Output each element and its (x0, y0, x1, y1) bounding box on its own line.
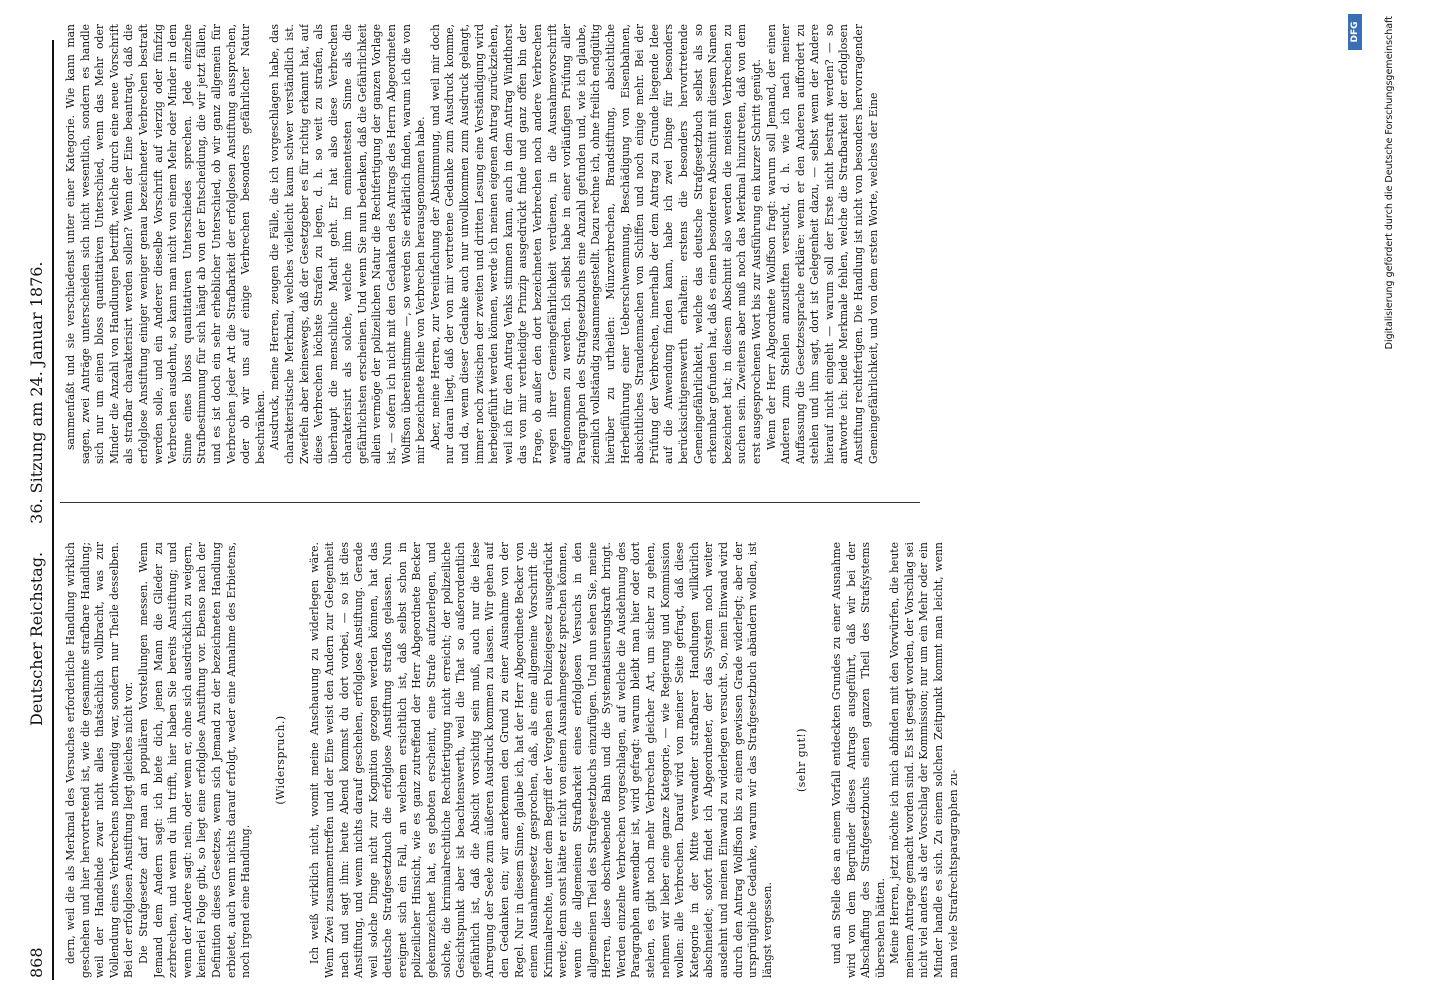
header-titles (27, 261, 46, 726)
journal-title: Deutscher Reichstag. (27, 551, 46, 726)
column-divider (60, 502, 920, 503)
dfg-logo: DFG (1348, 14, 1362, 50)
interjection: (Widerspruch.) (273, 715, 287, 805)
session-title: 36. Sitzung am 24. Januar 1876. (27, 261, 46, 524)
paragraph: sammenfaßt und sie verschiedenst unter einer Kategorie. Wie kann man sagen, zwei Anträge unterscheiden sich nicht wesentlich, sondern es handle sich nur um einen bloss quantitativen Unterschied, wenn das Mehr oder Minder die Anzahl von Handlungen betrifft, welche durch eine neue Vorschrift als strafbar charakterisirt werden sollen? Wenn der Eine beantragt, daß die erfolglose Anstiftung einiger weniger genau bezeichneter Verbrechen bestraft werden solle, und ein Anderer dieselbe Vorschrift auf vierzig oder fünfzig Verbrechen ausdehnt, so kann man nicht von einem Mehr oder Minder in dem Sinne eines bloss quantitativen Unterschiedes sprechen. Jede einzelne Strafbestimmung für sich hängt ab von der Entscheidung, die wir jetzt fällen, und es ist doch ein sehr erheblicher Unterschied, ob wir ganz allgemein für Verbrechen jeder Art die Strafbarkeit der erfolglosen Anstiftung aussprechen, oder ob wir uns auf einige Verbrechen besonders gefährlicher Natur beschränken. (64, 24, 267, 464)
interjection: (sehr gut!) (795, 728, 809, 792)
paragraph: dern, weil die als Merkmal des Versuches erforderliche Handlung wirklich geschehen und hier hervortretend ist, wie die gesammte strafbare Handlung; weil der Handelnde zwar nicht alles thatsächlich vollbracht, was zur Vollendung eines Verbrechens nothwendig war, sondern nur Theile desselben. Bei der erfolglosen Anstiftung liegt gleiches nicht vor. (64, 542, 136, 978)
page-header (12, 40, 46, 978)
paragraph: Die Strafgesetze darf man an populären Vorstellungen messen. Wenn Jemand dem Andern sagt: ich biete dich, jenen Mann die Glieder zu zerbrechen, und wenn du ihn trifft, hier haben Sie bereits Anstiftung; und wenn der Andere sagt: nein, oder wenn er, ohne sich ausdrücklich zu weigern, keinerlei Folge gibt, so liegt eine erfolglose Anstiftung vor. Ebenso nach der Definition dieses Gesetzes, wenn sich Jemand zu der bezeichneten Handlung erbietet, auch wenn nichts darauf erfolgt, weder eine Annahme des Erbietens, noch irgend eine Handlung. (136, 542, 253, 978)
left-column (64, 542, 1382, 978)
paragraph: Wenn der Herr Abgeordnete Wolffson fragt: warum soll Jemand, der einen Anderen zum Stehlen anzustiften versucht, d. h. wie ich nach meiner Auffassung die Gesetzessprache erkläre: wenn er den Anderen auffordert zu stehlen und ihm sagt, dort ist Gelegenheit dazu, — selbst wenn der Andere hierauf nicht eingeht — warum soll der Erste nicht bestraft werden? — so antworte ich: beide Merkmale fehlen, welche die Strafbarkeit der erfolglosen Anstiftung rechtfertigen. Die Handlung ist nicht von besonders hervorragender Gemeingefährlichkeit, und von dem ersten Worte, welches der Eine (764, 24, 880, 464)
digitization-note: Digitalisierung gefördert durch die Deutsche Forschungsgemeinschaft (1384, 16, 1395, 350)
right-column (64, 24, 1382, 464)
paragraph: Aber, meine Herren, zur Vereinfachung der Abstimmung, und weil mir doch nur daran liegt, daß der von mir vertretene Gedanke zum Ausdruck komme, und da, wenn dieser Gedanke auch nur unvollkommen zum Ausdruck gelangt, immer noch zwischen der zweiten und dritten Lesung eine Verständigung wird herbeigeführt werden können, werde ich meinen eigenen Antrag zurückziehen, weil ich für den Antrag Venks stimmen kann, auch in dem Antrag Windthorst das von mir vertheidigte Prinzip ausgedrückt finde und ganz offen bin der Frage, ob außer den dort bezeichneten Verbrechen noch andere Verbrechen wegen ihrer Gemeingefährlichkeit verdienen, in die Ausnahmevorschrift aufgenommen zu werden. Ich selbst habe in einer vorläufigen Prüfung aller Paragraphen des Strafgesetzbuchs eine Anzahl gefunden und, wie ich glaube, ziemlich vollständig zusammengestellt. Dazu rechne ich, ohne freilich endgültig hierüber zu urtheilen: Münzverbrechen, Brandstiftung, absichtliche Herbeiführung einer Ueberschwemmung, Beschädigung von Eisenbahnen, absichtliches Strandenmachen von Schiffen und noch einige mehr. Bei der Prüfung der Verbrechen, innerhalb der dem Antrag zu Grunde liegende Idee auf die Anwendung finden kann, habe ich zwei Dinge für besonders berücksichtigenswerth erhalten: erstens die besonders hervortretende Gemeingefährlichkeit, welche das deutsche Strafgesetzbuch selbst als so erkennbar gefunden hat, daß es einen besonderen Abschnitt mit diesem Namen bezeichnet hat; in diesem Abschnitt also werden die meisten Verbrechen zu suchen sein. Zweitens aber muß noch das Merkmal hinzutreten, daß von dem erst ausgesprochenen Wort bis zur Ausführung ein kurzer Schritt genügt. (428, 24, 763, 464)
header-rule (52, 40, 54, 980)
paragraph: Ich weiß wirklich nicht, womit meine Anschauung zu widerlegen wäre. Wenn Zwei zusammentreffen und der Eine weist den Andern zur Gelegenheit nach und sagt ihm: heute Abend kommst du dort vorbei, — so ist dies Anstiftung, und wenn nichts darauf geschehen, erfolglose Anstiftung. Gerade weil solche Dinge nicht zur Kognition gezogen werden können, hat das deutsche Strafgesetzbuch die erfolglose Anstiftung straflos gelassen. Nun ereignet sich ein Fall, an welchem ersichtlich ist, daß selbst schon in polizeilicher Hinsicht, wie es ganz zutreffend der Herr Abgeordnete Becker gekennzeichnet hat, es geboten erscheint, eine Strafe aufzuerlegen, und solche, die kriminalrechtliche Rechtfertigung nicht erreicht; der polizeiliche Gesichtspunkt aber ist beachtenswerth, weil die That so außerordentlich gefährlich ist, daß die Absicht vorsichtig sein muß, auch nur die leise Anregung der Seele zum äußeren Ausdruck kommen zu lassen. Wir gehen auf den Gedanken ein; wir anerkennen den Grund zu einer Ausnahme von der Regel. Nur in diesem Sinne, glaube ich, hat der Herr Abgeordnete Becker von einem Ausnahmegesetz gesprochen, daß, als eine allgemeine Vorschrift die Kriminalrechte, unter dem Begriff der Vergehen ein Polizeigesetz ausgedrückt werde; denn sonst hätte er nicht von einem Ausnahmegesetz sprechen können, wenn die allgemeinen Strafbarkeit eines erfolglosen Versuchs in den allgemeinen Theil des Strafgesetzbuchs einzufügen. Und nun sehen Sie, meine Herren, diese obschwebende Bahn und die Systematisierungskraft bringt. Werden einzelne Verbrechen vorgeschlagen, auf welche die Ausdehnung des Paragraphen anwendbar ist, wird gefragt: warum bleibt man hier oder dort stehen, es gibt noch mehr Verbrechen gleicher Art, um sicher zu gehen, nehmen wir lieber eine ganze Kategorie, — wie Regierung und Kommission wollen: alle Verbrechen. Darauf wird von meiner Seite gefragt, daß diese Kategorie in der Mitte verwandter strafbarer Handlungen willkürlich abschneidet; sofort findet ich Abgeordneter, der das System noch weiter ausdehnt und meinen Einwand zu widerlegen versucht. So, mein Einwand wird durch den Antrag Wolffson bis zu einem gewissen Grade widerlegt; aber der ursprüngliche Gedanke, warum wir das Strafgesetzbuch abändern wollen, ist längst vergessen. (308, 542, 774, 978)
page-number: 868 (27, 947, 46, 978)
paragraph: Ausdruck, meine Herren, zeugen die Fälle, die ich vorgeschlagen habe, das charakteristische Merkmal, welches vielleicht kaum schwer verständlich ist. Zweifeln aber keineswegs, daß der Gesetzgeber es für richtig erkannt hat, auf diese Verbrechen höchste Strafen zu legen, d. h. so weit zu strafen, als überhaupt die menschliche Macht geht. Er hat also diese Verbrechen charakterisirt als solche, welche ihm im eminentesten Sinne als die gefährlichsten erscheinen. Und wenn Sie nun bedenken, daß die Gefährlichkeit allein vermöge der polizeilichen Natur die Rechtfertigung der ganzen Vorlage ist, — sofern ich nicht mit den Gedanken des Antrags des Herrn Abgeordneten Wolffson übereinstimme —, so werden Sie erklärlich finden, warum ich die von mir bezeichnete Reihe von Verbrechen herausgenommen habe. (268, 24, 428, 464)
paragraph: und an Stelle des an einem Vorfall entdeckten Grundes zu einer Ausnahme wird von dem Begründer dieses Antrags ausgeführt, daß wir bei der Abschaffung des Strafgesetzbuchs einen ganzen Theil des Strafsystems übersehen hätten. (829, 542, 887, 978)
paragraph: Meine Herren, jetzt möchte ich mich abfinden mit den Vorwürfen, die heute meinem Antrage gemacht worden sind. Es ist gesagt worden, der Vorschlag sei nicht viel anders als der Vorschlag der Kommission; nur um ein Mehr oder ein Minder handle es sich. Zu einem solchen Zeitpunkt kommt man leicht, wenn man viele Strafrechtsparagraphen zu- (888, 542, 960, 978)
